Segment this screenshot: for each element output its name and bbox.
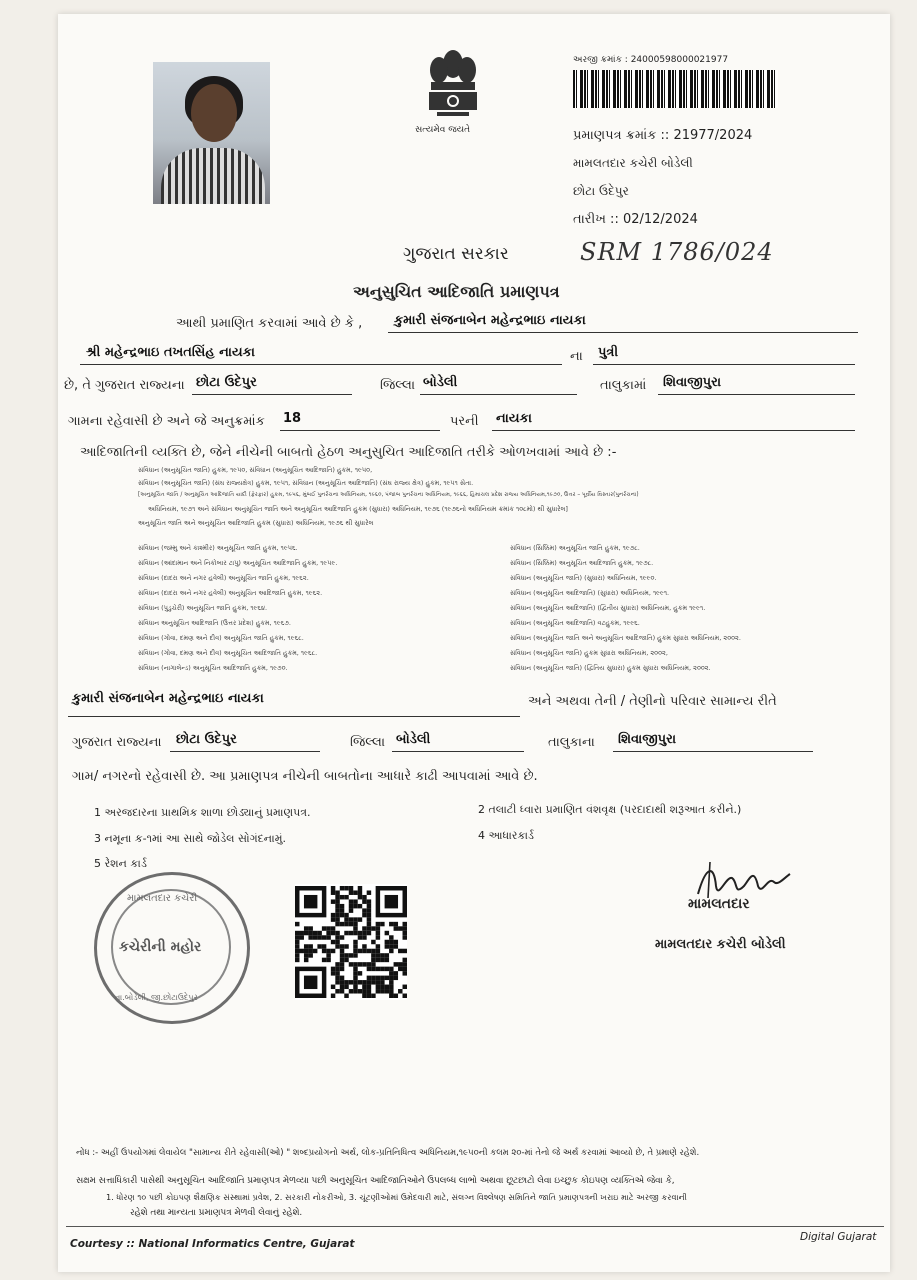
order-line: અનુસૂચિત જાતિ અને અનુસૂચિત આદિજાતિ હુકમ (સુધારા) અધિનિયમ, ૧૯૭૬ થી સુધારેલ <box>138 519 374 527</box>
order-right-item: સંવિધાન (અનુસૂચિત જાતિ) (દ્વિતિય સુધારા) હુકમ સુધારા અધિનિયમ, ૨૦૦૨. <box>510 664 711 672</box>
footer-courtesy: Courtesy :: National Informatics Centre, Gujarat <box>70 1238 355 1250</box>
qr-code[interactable] <box>295 884 407 1000</box>
order-left-item: સંવિધાન (દાદરા અને નગર હવેલી) અનુસૂચિત જાતિ હુકમ, ૧૯૬૨. <box>138 574 309 582</box>
district-value: છોટા ઉદેપુર <box>196 375 257 390</box>
order-right-item: સંવિધાન (સિક્કિમ) અનુસૂચિત જાતિ હુકમ, ૧૯૭૮. <box>510 544 640 552</box>
document-item: 2 તલાટી ધ્વારા પ્રમાણિત વંશવૃક્ષ (પરદાદાથી શરૂઆત કરીને.) <box>478 803 742 816</box>
order-left-item: સંવિધાન (નાગાલેન્ડ) અનુસૂચિત આદિજાતિ હુકમ, ૧૯૭૦. <box>138 664 288 672</box>
note-verification: સક્ષમ સત્તાધિકારી પાસેથી અનુસૂચિત આદિજાતિ પ્રમાણપત્ર મેળવ્યા પછી અનુસૂચિત આદિજાતિઓને ઉપલબ્ધ લાભો અથવા છૂટછાટો લેવા ઇચ્છુક કોઇપણ વ્યક્તિએ જેવા કે, <box>76 1176 675 1186</box>
order-left-item: સંવિધાન (ગોવા, દમણ અને દીવ) અનુસૂચિત જાતિ હુકમ, ૧૯૬૮. <box>138 634 304 642</box>
certificate-number: પ્રમાણપત્ર ક્રમાંક :: 21977/2024 <box>573 128 753 143</box>
order-right-item: સંવિધાન (અનુસૂચિત આદિજાતિ) (સુધારા) અધિનિયમ, ૧૯૯૧. <box>510 589 670 597</box>
serial-number: 18 <box>283 411 302 426</box>
of-label: ના <box>570 349 583 364</box>
family-text: અને અથવા તેની / તેણીનો પરિવાર સામાન્ય રીતે <box>528 694 777 709</box>
note-definition: નોંધ :- અહીં ઉપયોગમાં લેવાયેલ "સામાન્ય રીતે રહેવાસી(ઓ) " શબ્દપ્રયોગનો અર્થ, લોક-પ્રતિનિધિત્વ અધિનિયમ,૧૯૫૦ની કલમ ૨૦-માં તેનો જે અર્થ કરવામાં આવ્યો છે, તે પ્રમાણે રહેશે. <box>76 1148 700 1158</box>
office-seal <box>94 872 250 1024</box>
order-line: [અનુસૂચિત જાતિ / અનુસૂચિત આદિજાતિ યાદી (ફેરફાર) હુકમ, ૧૯૫૬, મુંબઈ પુનર્રચના અધિનિયમ, ૧૯૬૦, પંજાબ પુનર્રચના અધિનિયમ, ૧૯૬૬, હિમાચલ પ્રદેશ રાજ્ય અધિનિયમ,૧૯૭૦, ઉત્તર – પૂર્વીય વિસ્તાર(પુનર્રચના) <box>138 492 639 498</box>
residence-taluka-label: તાલુકાના <box>548 735 595 750</box>
certificate-page <box>58 14 890 1272</box>
order-right-item: સંવિધાન (અનુસૂચિત જાતિ) હુકમ સુધારા અધિનિયમ, ૨૦૦૨, <box>510 649 668 657</box>
signatory-office: મામલતદાર કચેરી બોડેલી <box>655 937 786 952</box>
seal-bottom-text: તા.બોડેલી, જી.છોટાઉદેપુર <box>115 993 198 1002</box>
footer-brand: Digital Gujarat <box>800 1231 877 1243</box>
applicant-photo <box>153 62 270 204</box>
order-left-item: સંવિધાન (પુડુચેરી) અનુસૂચિત જાતિ હુકમ, ૧૯૬૪. <box>138 604 268 612</box>
taluka-label: તાલુકામાં <box>600 378 647 393</box>
order-right-item: સંવિધાન (અનુસૂચિત જાતિ) (સુધારા) અધિનિયમ, ૧૯૯૦. <box>510 574 657 582</box>
order-right-item: સંવિધાન (સિક્કિમ) અનુસૂચિત આદિજાતિ હુકમ, ૧૯૭૮. <box>510 559 654 567</box>
order-left-item: સંવિધાન (આંદામાન અને નિકોબાર ટાપુ) અનુસૂચિત આદિજાતિ હુકમ, ૧૯૫૯. <box>138 559 338 567</box>
order-left-item: સંવિધાન (જમ્મુ અને કાશ્મીર) અનુસૂચિત જાતિ હુકમ, ૧૯૫૬. <box>138 544 298 552</box>
document-item: 5 રેશન કાર્ડ <box>94 857 147 870</box>
order-right-item: સંવિધાન (અનુસૂચિત જાતિ અને અનુસૂચિત આદિજાતિ) હુકમ સુધારા અધિનિયમ, ૨૦૦૨. <box>510 634 741 642</box>
order-left-item: સંવિધાન અનુસૂચિત આદિજાતિ (ઉત્તર પ્રદેશ) હુકમ, ૧૯૬૭. <box>138 619 291 627</box>
note-purposes: 1. ધોરણ ૧૦ પછી કોઇપણ શૈક્ષણિક સંસ્થામાં પ્રવેશ, 2. સરકારી નોકરીઓ, 3. ચૂંટણીઓમાં ઉમેદવારી માટે, સંલગ્ન વિશ્લેષણ સમિતિને જાતિ પ્રમાણપત્રની ખરાઇ માટે અરજી કરવાની <box>106 1192 688 1202</box>
certificate-title: અનુસુચિત આદિજાતિ પ્રમાણપત્ર <box>353 282 560 301</box>
resident-label: ગામના રહેવાસી છે અને જે અનુક્રમાંક <box>68 414 265 429</box>
residence-district-label: જિલ્લા <box>350 735 386 750</box>
order-line: સંવિધાન (અનુસૂચિત જાતિ) હુકમ, ૧૯૫૦, સંવિધાન (અનુસૂચિત આદિજાતિ) હુકમ, ૧૯૫૦, <box>138 466 373 474</box>
of-label-2: પરની <box>450 414 479 429</box>
issue-date: તારીખ :: 02/12/2024 <box>573 212 698 227</box>
father-name: શ્રી મહેન્દ્રભાઇ તખતસિંહ નાયકા <box>86 345 255 360</box>
seal-top-text: મામલતદાર કચેરી <box>127 893 198 904</box>
applicant-name: કુમારી સંજનાબેન મહેન્દ્રભાઇ નાયકા <box>394 313 586 328</box>
state-prefix: છે, તે ગુજરાત રાજ્યના <box>64 378 185 393</box>
residence-district: છોટા ઉદેપુર <box>176 732 237 747</box>
relation: પુત્રી <box>598 345 619 360</box>
order-left-item: સંવિધાન (ગોવા, દમણ અને દીવ) અનુસૂચિત આદિજાતિ હુકમ, ૧૯૬૮. <box>138 649 318 657</box>
order-right-item: સંવિધાન (અનુસૂચિત આદિજાતિ) વટહુકમ, ૧૯૯૬. <box>510 619 640 627</box>
order-left-item: સંવિધાન (દાદરા અને નગર હવેલી) અનુસૂચિત આદિજાતિ હુકમ, ૧૯૬૨. <box>138 589 323 597</box>
resident-name: કુમારી સંજનાબેન મહેન્દ્રભાઇ નાયકા <box>72 691 264 706</box>
residence-taluka: બોડેલી <box>396 732 431 747</box>
taluka-value: બોડેલી <box>423 375 458 390</box>
tribe-statement: આદિજાતિની વ્યક્તિ છે, જેને નીચેની બાબતો હેઠળ અનુસુચિત આદિજાતિ તરીકે ઓળખવામાં આવે છે :- <box>80 445 617 460</box>
emblem-motto: સત્યમેવ જયતે <box>415 125 471 135</box>
document-item: 3 નમૂના ક-૧માં આ સાથે જોડેલ સોગંદનામું. <box>94 832 286 845</box>
handwritten-reference: SRM 1786/024 <box>580 238 774 266</box>
signatory-title: મામલતદાર <box>688 896 750 912</box>
application-number: અરજી ક્રમાંક : 24000598000021977 <box>573 55 729 65</box>
national-emblem-icon <box>413 38 493 138</box>
office-district: છોટા ઉદેપુર <box>573 184 629 198</box>
barcode <box>573 70 778 108</box>
office-name: મામલતદાર કચેરી બોડેલી <box>573 156 693 170</box>
basis-text: ગામ/ નગરનો રહેવાસી છે. આ પ્રમાણપત્ર નીચેની બાબતોના આધારે કાઢી આપવામાં આવે છે. <box>72 769 538 784</box>
order-line: અધિનિયમ, ૧૯૭૧ અને સંવિધાન અનુસૂચિત જાતિ અને અનુસૂચિત આદિજાતિ હુકમ (સુધારા) અધિનિયમ, ૧૯૭૬ (૧૯૭૬નો અધિનિયમ ક્રમાંક ૧૦૮મો) થી સુધારેલ] <box>148 505 568 513</box>
seal-center-text: કચેરીની મહોર <box>119 939 202 955</box>
district-label: જિલ્લા <box>380 378 416 393</box>
document-item: 1 અરજદારના પ્રાથમિક શાળા છોડ્યાનું પ્રમાણપત્ર. <box>94 806 311 819</box>
residence-village: શિવાજીપુરા <box>618 732 677 747</box>
certify-prefix: આથી પ્રમાણિત કરવામાં આવે છે કે , <box>176 316 363 331</box>
order-right-item: સંવિધાન (અનુસૂચિત આદિજાતિ) (દ્વિતીય સુધારા) અધિનિયમ, હુકમ ૧૯૯૧. <box>510 604 706 612</box>
village-value: શિવાજીપુરા <box>663 375 722 390</box>
note-validity: રહેશે તથા માન્યતા પ્રમાણપત્ર મેળવી લેવાનું રહેશે. <box>130 1208 303 1218</box>
order-line: સંવિધાન (અનુસૂચિત જાતિ) (સંઘ રાજ્યક્ષેત્ર) હુકમ, ૧૯૫૧, સંવિધાન (અનુસૂચિત આદિજાતિ) (સંઘ રાજ્ય ક્ષેત્ર) હુકમ, ૧૯૫૧ સેતા. <box>138 479 474 487</box>
state-label: ગુજરાત રાજ્યના <box>72 735 162 750</box>
tribe-value: નાયકા <box>496 411 532 426</box>
government-title: ગુજરાત સરકાર <box>403 244 509 264</box>
document-item: 4 આધારકાર્ડ <box>478 829 534 842</box>
